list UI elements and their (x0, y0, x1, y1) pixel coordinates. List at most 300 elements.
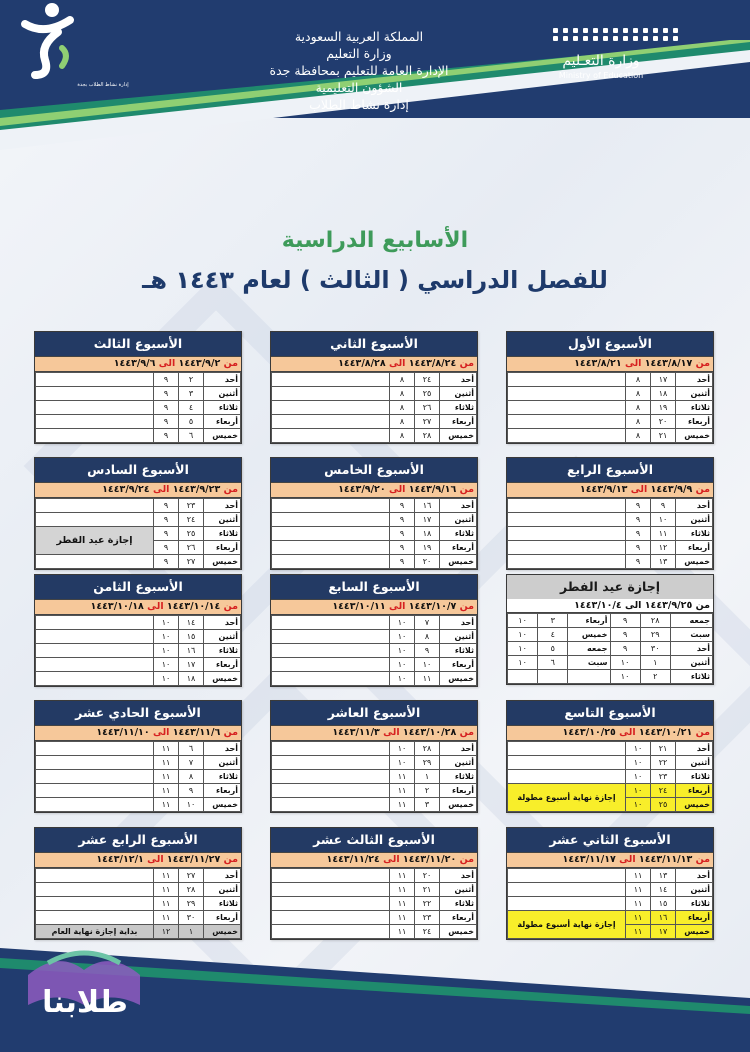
month-number: ١١ (390, 770, 415, 784)
range-to-label: الى (147, 854, 164, 865)
day-name: أحد (204, 742, 241, 756)
day-name: ثلاثاء (204, 770, 241, 784)
note-cell (36, 415, 154, 429)
month-number: ٩ (154, 387, 179, 401)
week-date-range (35, 852, 241, 868)
day-name: ثلاثاء (440, 644, 477, 658)
month-number: ١٠ (626, 798, 651, 812)
day-name: خميس (204, 672, 241, 686)
day-name: جمعه (670, 614, 712, 628)
range-to-label: الى (152, 727, 170, 738)
day-number: ٦ (538, 656, 568, 670)
month-number: ١٠ (508, 656, 538, 670)
table-row (272, 644, 477, 658)
range-to-date: ١٤٤٣/١١/٣ (332, 727, 380, 738)
table-row (272, 555, 477, 569)
note-cell (272, 499, 390, 513)
range-from-label: من (459, 727, 474, 738)
day-number: ١٦ (179, 644, 204, 658)
week-date-range (271, 725, 477, 741)
ministry-name-ar: وزارة التعـليم (562, 53, 640, 69)
dot (603, 28, 608, 33)
table-row (272, 925, 477, 939)
day-number: ٢٣ (415, 911, 440, 925)
table-row (36, 742, 241, 756)
note-cell (272, 798, 390, 812)
ministry-name-en: Ministry of Education (558, 71, 644, 80)
note-cell (272, 541, 390, 555)
range-from-date: ١٤٤٣/١٠/٢١ (638, 727, 693, 738)
note-cell (508, 756, 626, 770)
month-number: ١١ (626, 869, 651, 883)
range-to-label: الى (383, 854, 400, 865)
day-number: ٢٨ (640, 614, 670, 628)
table-row (36, 770, 241, 784)
note-cell (508, 373, 626, 387)
days-table (35, 741, 241, 812)
range-to-date: ١٤٤٣/٩/١٣ (579, 484, 628, 495)
week-card (34, 457, 242, 570)
ministry-dots-icon (552, 28, 680, 41)
month-number: ٩ (390, 499, 415, 513)
table-row (272, 798, 477, 812)
month-number: ١١ (390, 911, 415, 925)
day-name: ثلاثاء (676, 527, 713, 541)
day-name: أحد (440, 373, 477, 387)
day-name: خميس (440, 429, 477, 443)
table-row (272, 373, 477, 387)
table-row (272, 387, 477, 401)
month-number: ١١ (154, 770, 179, 784)
range-from-label: من (695, 484, 710, 495)
day-number: ٢١ (651, 429, 676, 443)
day-number: ١٤ (651, 883, 676, 897)
table-row (272, 672, 477, 686)
week-card (34, 700, 242, 813)
day-number: ١٧ (179, 658, 204, 672)
day-name: خميس (676, 798, 713, 812)
note-cell (272, 756, 390, 770)
day-name: أثنين (670, 656, 712, 670)
day-name: أثنين (676, 513, 713, 527)
days-table (271, 372, 477, 443)
table-row (508, 670, 713, 684)
day-number: ١٥ (651, 897, 676, 911)
note-cell (272, 387, 390, 401)
range-to-date: ١٤٤٣/١٠/١٨ (90, 601, 144, 612)
range-to-label: الى (147, 601, 164, 612)
month-number: ٩ (626, 499, 651, 513)
day-name: أثنين (204, 387, 241, 401)
table-row (272, 911, 477, 925)
day-name: أربعاء (676, 415, 713, 429)
days-table (271, 741, 477, 812)
table-row (508, 883, 713, 897)
table-row (272, 499, 477, 513)
note-cell (36, 770, 154, 784)
range-from-label: من (223, 601, 238, 612)
range-from-label: من (695, 854, 710, 865)
day-number: ١٤ (179, 616, 204, 630)
day-number: ٢٠ (415, 869, 440, 883)
month-number: ١٠ (626, 756, 651, 770)
day-name: ثلاثاء (204, 527, 241, 541)
week-card (506, 331, 714, 444)
table-row (36, 616, 241, 630)
month-number: ٨ (626, 415, 651, 429)
day-number: ١ (179, 925, 204, 939)
day-number: ٢٤ (651, 784, 676, 798)
range-to-date: ١٤٤٣/١٢/١ (96, 854, 144, 865)
table-row (36, 897, 241, 911)
note-cell (36, 401, 154, 415)
table-row (508, 373, 713, 387)
day-name: ثلاثاء (670, 670, 712, 684)
day-name: أربعاء (440, 541, 477, 555)
note-cell (272, 415, 390, 429)
week-date-range (271, 356, 477, 372)
day-number: ٢٩ (640, 628, 670, 642)
range-to-label: الى (619, 854, 636, 865)
day-number: ٣٠ (640, 642, 670, 656)
table-row (272, 415, 477, 429)
day-number: ١٠ (415, 658, 440, 672)
table-row (508, 541, 713, 555)
month-number: ١١ (390, 883, 415, 897)
day-number: ٧ (179, 756, 204, 770)
day-name: أربعاء (204, 415, 241, 429)
day-name (568, 670, 610, 684)
day-name: أحد (676, 869, 713, 883)
range-to-date: ١٤٤٣/١١/٢٤ (326, 854, 380, 865)
table-row (508, 555, 713, 569)
week-card (506, 700, 714, 813)
day-name: ثلاثاء (440, 527, 477, 541)
day-number: ٢ (415, 784, 440, 798)
dot (563, 36, 568, 41)
month-number: ٩ (154, 499, 179, 513)
day-name: أحد (440, 499, 477, 513)
day-number: ١٠ (179, 798, 204, 812)
day-name: خميس (676, 429, 713, 443)
day-name: ثلاثاء (676, 401, 713, 415)
student-activity-caption: إدارة نشاط الطلاب بجدة (77, 82, 129, 88)
month-number: ١١ (154, 869, 179, 883)
day-number: ٢٦ (179, 541, 204, 555)
day-number: ١ (640, 656, 670, 670)
table-row (36, 527, 241, 541)
dot (673, 28, 678, 33)
table-row (36, 387, 241, 401)
day-name: أثنين (676, 387, 713, 401)
table-row (508, 401, 713, 415)
month-number: ١٠ (610, 656, 640, 670)
note-cell (36, 798, 154, 812)
range-from-date: ١٤٤٣/١٠/٢٨ (402, 727, 457, 738)
days-table (271, 868, 477, 939)
day-name: أربعاء (204, 658, 241, 672)
table-row (508, 897, 713, 911)
day-number: ٢١ (651, 742, 676, 756)
month-number: ١٠ (154, 672, 179, 686)
note-cell (508, 415, 626, 429)
week-date-range (271, 599, 477, 615)
range-from-label: من (459, 358, 474, 369)
day-number: ٢ (640, 670, 670, 684)
day-name: خميس (440, 798, 477, 812)
week-card (270, 574, 478, 687)
range-to-date: ١٤٤٣/١١/١٠ (96, 727, 150, 738)
table-row (508, 756, 713, 770)
holiday-note: إجازة نهاية أسبوع مطولة (508, 911, 626, 939)
range-to-date: ١٤٤٣/٨/٢١ (574, 358, 622, 369)
month-number (508, 670, 538, 684)
range-to-date: ١٤٤٣/١٠/٤ (574, 600, 622, 611)
note-cell (36, 499, 154, 513)
day-name: ثلاثاء (204, 897, 241, 911)
day-number: ١٨ (179, 672, 204, 686)
month-number: ٨ (626, 401, 651, 415)
note-cell (272, 869, 390, 883)
day-number: ٨ (415, 630, 440, 644)
note-cell (272, 630, 390, 644)
table-row (36, 373, 241, 387)
month-number: ١١ (390, 798, 415, 812)
note-cell (508, 387, 626, 401)
day-name: خميس (440, 672, 477, 686)
note-cell (272, 373, 390, 387)
dot (593, 36, 598, 41)
week-card (270, 331, 478, 444)
header-line: الإدارة العامة للتعليم بمحافظة جدة (269, 63, 449, 78)
day-name: أحد (670, 642, 712, 656)
day-name: سبت (568, 656, 610, 670)
note-cell (508, 869, 626, 883)
dot (633, 28, 638, 33)
day-name: أثنين (676, 756, 713, 770)
table-row (272, 897, 477, 911)
range-to-date: ١٤٤٣/٨/٢٨ (338, 358, 386, 369)
range-to-date: ١٤٤٣/٩/٢٠ (338, 484, 386, 495)
day-name: أربعاء (676, 541, 713, 555)
month-number: ١٠ (390, 616, 415, 630)
day-number: ٢٨ (415, 742, 440, 756)
note-cell (36, 658, 154, 672)
month-number: ١١ (626, 925, 651, 939)
dot (623, 28, 628, 33)
month-number: ٩ (154, 429, 179, 443)
table-row (36, 401, 241, 415)
note-cell (36, 897, 154, 911)
day-name: أحد (204, 499, 241, 513)
holiday-note: بداية إجازة نهاية العام (36, 925, 154, 939)
page-title: الأسابيع الدراسية (281, 228, 469, 253)
month-number: ١١ (390, 925, 415, 939)
range-to-label: الى (624, 358, 642, 369)
range-to-date: ١٤٤٣/١٠/٢٥ (562, 727, 616, 738)
day-number: ٢٧ (179, 869, 204, 883)
month-number: ٩ (626, 555, 651, 569)
note-cell (36, 672, 154, 686)
range-to-label: الى (619, 727, 636, 738)
range-from-date: ١٤٤٣/٩/٢٣ (172, 484, 221, 495)
range-from-label: من (223, 358, 238, 369)
table-row (272, 401, 477, 415)
range-from-label: من (695, 727, 710, 738)
month-number: ٩ (626, 513, 651, 527)
table-row (508, 656, 713, 670)
note-cell (36, 742, 154, 756)
table-row (272, 869, 477, 883)
range-from-label: من (223, 484, 238, 495)
week-date-range (507, 725, 713, 741)
note-cell (508, 527, 626, 541)
month-number: ١١ (154, 756, 179, 770)
week-title: الأسبوع التاسع (507, 701, 713, 725)
day-number: ١٦ (415, 499, 440, 513)
day-name: أحد (204, 373, 241, 387)
note-cell (508, 883, 626, 897)
day-name: ثلاثاء (676, 897, 713, 911)
note-cell (272, 897, 390, 911)
table-row (36, 658, 241, 672)
month-number: ١١ (390, 869, 415, 883)
week-date-range (507, 852, 713, 868)
week-date-range (35, 725, 241, 741)
table-row (272, 784, 477, 798)
day-number: ٣ (538, 614, 568, 628)
range-to-date: ١٤٤٣/٩/٢٤ (102, 484, 150, 495)
day-name: ثلاثاء (440, 897, 477, 911)
day-name: أثنين (440, 883, 477, 897)
day-name: خميس (676, 925, 713, 939)
day-number: ١٩ (415, 541, 440, 555)
table-row (36, 415, 241, 429)
day-number: ٣ (179, 387, 204, 401)
week-card (34, 827, 242, 940)
day-number: ١٧ (651, 925, 676, 939)
note-cell (272, 429, 390, 443)
week-date-range (271, 852, 477, 868)
holiday-note: إجازة عيد الفطر (36, 527, 154, 555)
day-name: أحد (676, 499, 713, 513)
note-cell (508, 897, 626, 911)
day-name: جمعه (568, 642, 610, 656)
dot (573, 36, 578, 41)
month-number: ٩ (390, 541, 415, 555)
day-number: ٢٠ (415, 555, 440, 569)
range-from-label: من (695, 358, 710, 369)
month-number: ٩ (154, 527, 179, 541)
day-number: ٢٩ (179, 897, 204, 911)
week-title: الأسبوع الثاني عشر (507, 828, 713, 852)
week-card (34, 574, 242, 687)
note-cell (36, 387, 154, 401)
table-row (36, 784, 241, 798)
range-to-label: الى (624, 600, 642, 611)
note-cell (508, 499, 626, 513)
dot (643, 36, 648, 41)
day-number: ٩ (415, 644, 440, 658)
month-number: ٨ (626, 387, 651, 401)
month-number: ١٠ (626, 784, 651, 798)
table-row (508, 642, 713, 656)
days-table (507, 868, 713, 939)
note-cell (272, 644, 390, 658)
range-from-date: ١٤٤٣/٩/٢٥ (644, 600, 693, 611)
day-number: ١٠ (651, 513, 676, 527)
day-name: خميس (568, 628, 610, 642)
day-name: ثلاثاء (204, 401, 241, 415)
day-name: أحد (204, 616, 241, 630)
dot (623, 36, 628, 41)
brand-name: طلابنا (42, 985, 128, 1020)
days-table (35, 868, 241, 939)
month-number: ٩ (154, 401, 179, 415)
month-number: ٩ (390, 527, 415, 541)
month-number: ٩ (390, 513, 415, 527)
table-row (272, 770, 477, 784)
week-card (270, 457, 478, 570)
month-number: ١٠ (610, 670, 640, 684)
range-to-label: الى (152, 484, 170, 495)
day-number: ٢٣ (179, 499, 204, 513)
day-name: ثلاثاء (440, 401, 477, 415)
table-row (36, 925, 241, 939)
week-title: الأسبوع العاشر (271, 701, 477, 725)
month-number: ١٠ (390, 658, 415, 672)
range-from-label: من (695, 600, 710, 611)
month-number: ١٠ (390, 672, 415, 686)
student-activity-logo-icon (0, 0, 90, 80)
table-row (508, 527, 713, 541)
table-row (508, 499, 713, 513)
note-cell (272, 527, 390, 541)
table-row (36, 555, 241, 569)
table-row (272, 742, 477, 756)
day-name: خميس (204, 798, 241, 812)
dot (653, 28, 658, 33)
note-cell (272, 883, 390, 897)
week-title: الأسبوع الثامن (35, 575, 241, 599)
day-number: ٢٤ (415, 925, 440, 939)
note-cell (272, 925, 390, 939)
month-number: ٩ (610, 628, 640, 642)
day-number: ٢٣ (651, 770, 676, 784)
range-from-label: من (459, 601, 474, 612)
week-date-range (35, 356, 241, 372)
month-number: ٨ (390, 373, 415, 387)
header-banner (0, 0, 750, 150)
week-card (270, 827, 478, 940)
note-cell (508, 541, 626, 555)
range-to-label: الى (388, 484, 406, 495)
day-number (538, 670, 568, 684)
day-number: ٢٥ (179, 527, 204, 541)
week-title: الأسبوع الأول (507, 332, 713, 356)
dot (663, 36, 668, 41)
day-number: ٤ (179, 401, 204, 415)
day-name: خميس (676, 555, 713, 569)
day-name: أثنين (440, 630, 477, 644)
week-title: الأسبوع الحادي عشر (35, 701, 241, 725)
day-name: أربعاء (676, 911, 713, 925)
month-number: ٨ (390, 415, 415, 429)
dot (603, 36, 608, 41)
day-name: أثنين (204, 756, 241, 770)
table-row (36, 630, 241, 644)
days-table (35, 372, 241, 443)
